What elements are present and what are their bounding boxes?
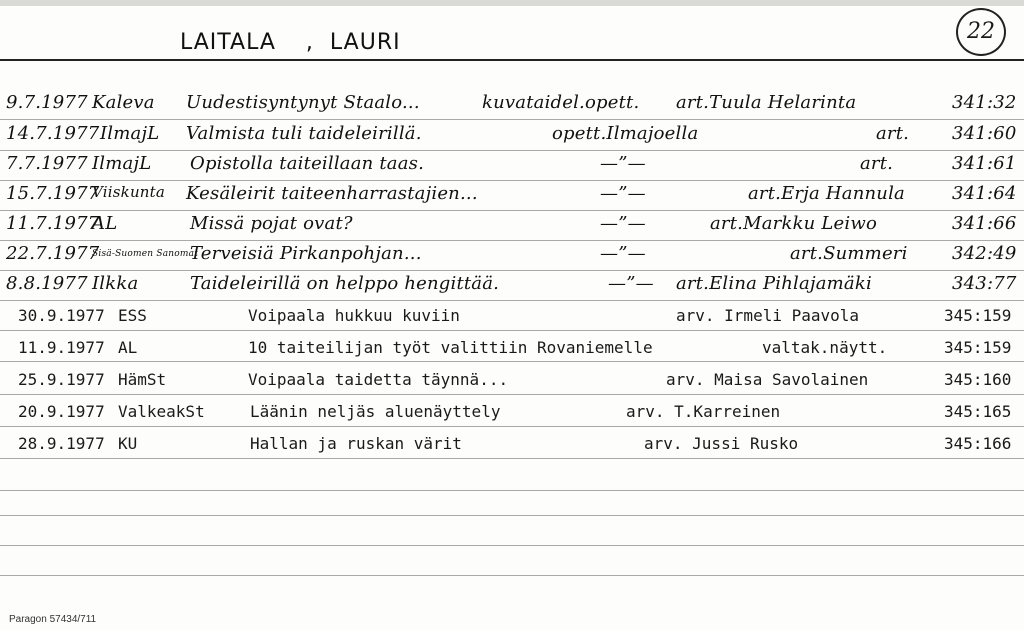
- entry-title: Hallan ja ruskan värit: [250, 434, 462, 453]
- ruled-line: [0, 545, 1024, 546]
- entry-title: Opistolla taiteillaan taas.: [190, 153, 425, 174]
- entry-author: art.Summeri: [790, 243, 908, 264]
- entry-source: ValkeakSt: [118, 402, 205, 421]
- entry-ref: 345:160: [944, 370, 1012, 389]
- entry-author: arv. T.Karreinen: [626, 402, 781, 421]
- entry-title: Kesäleirit taiteenharrastajien...: [186, 183, 478, 204]
- entry-date: 8.8.1977: [6, 273, 88, 294]
- entry-author: art.Markku Leiwo: [710, 213, 877, 234]
- card-entry-2: [0, 123, 1024, 153]
- heading-rule: [0, 59, 1024, 61]
- entry-date: 14.7.1977: [6, 123, 100, 144]
- entry-date: 22.7.1977: [6, 243, 100, 264]
- entry-source: Viiskunta: [92, 183, 166, 201]
- entry-source: ESS: [118, 306, 147, 325]
- entry-source: Kaleva: [92, 92, 155, 113]
- firstname: LAURI: [329, 30, 401, 55]
- entry-role: —”—: [600, 243, 646, 264]
- entry-source: Sisä-Suomen Sanomat: [92, 249, 199, 259]
- entry-role: —”—: [600, 183, 646, 204]
- card-number-circle: 22: [956, 8, 1006, 56]
- entry-source: Ilkka: [92, 273, 139, 294]
- card-top-edge: [0, 0, 1024, 6]
- entry-role: kuvataidel.opett.: [482, 92, 640, 113]
- entry-title: Terveisiä Pirkanpohjan...: [190, 243, 422, 264]
- entry-source: AL: [92, 213, 118, 234]
- entry-date: 20.9.1977: [18, 402, 105, 421]
- entry-ref: 341:61: [952, 153, 1017, 174]
- entry-ref: 343:77: [952, 273, 1017, 294]
- card-entry-5: [0, 213, 1024, 243]
- entry-title: Läänin neljäs aluenäyttely: [250, 402, 501, 421]
- entry-title: 10 taiteilijan työt valittiin Rovaniemelle: [248, 338, 653, 357]
- ruled-line: [0, 490, 1024, 491]
- entry-author: arv. Jussi Rusko: [644, 434, 799, 453]
- entry-ref: 341:32: [952, 92, 1017, 113]
- card-entry-3: [0, 153, 1024, 183]
- entry-source: KU: [118, 434, 138, 453]
- name-separator: ,: [305, 30, 314, 55]
- entry-role: opett.Ilmajoella: [552, 123, 699, 144]
- card-entry-6: [0, 243, 1024, 273]
- entry-ref: 341:64: [952, 183, 1017, 204]
- entry-ref: 345:159: [944, 306, 1012, 325]
- card-entry-7: [0, 273, 1024, 303]
- entry-title: Valmista tuli taideleirillä.: [186, 123, 422, 144]
- entry-author: valtak.näytt.: [762, 338, 888, 357]
- entry-date: 15.7.1977: [6, 183, 100, 204]
- entry-source: IlmajL: [92, 153, 152, 174]
- entry-author: art.Tuula Helarinta: [676, 92, 857, 113]
- entry-role: —”—: [600, 213, 646, 234]
- card-entry-1: [0, 92, 1024, 122]
- entry-date: 30.9.1977: [18, 306, 105, 325]
- entry-ref: 341:66: [952, 213, 1017, 234]
- entry-date: 28.9.1977: [18, 434, 105, 453]
- entry-role: —”—: [608, 273, 654, 294]
- entry-source: IlmajL: [100, 123, 160, 144]
- surname: LAITALA: [180, 30, 276, 55]
- entry-date: 11.9.1977: [18, 338, 105, 357]
- entry-title: Uudestisyntynyt Staalo...: [186, 92, 420, 113]
- entry-date: 11.7.1977: [6, 213, 100, 234]
- entry-source: AL: [118, 338, 138, 357]
- entry-ref: 345:166: [944, 434, 1012, 453]
- entry-source: HämSt: [118, 370, 167, 389]
- entry-author: art.Erja Hannula: [748, 183, 905, 204]
- entry-title: Voipaala taidetta täynnä...: [248, 370, 509, 389]
- entry-date: 9.7.1977: [6, 92, 88, 113]
- entry-date: 25.9.1977: [18, 370, 105, 389]
- entry-author: art.Elina Pihlajamäki: [676, 273, 872, 294]
- entry-role: —”—: [600, 153, 646, 174]
- card-heading: [180, 30, 401, 55]
- card-entry-4: [0, 183, 1024, 213]
- ruled-line: [0, 515, 1024, 516]
- card-entry-11: [0, 402, 1024, 432]
- entry-date: 7.7.1977: [6, 153, 88, 174]
- entry-author: arv. Irmeli Paavola: [676, 306, 860, 325]
- entry-title: Voipaala hukkuu kuviin: [248, 306, 460, 325]
- entry-author: arv. Maisa Savolainen: [666, 370, 869, 389]
- entry-author: art.: [876, 123, 910, 144]
- entry-ref: 342:49: [952, 243, 1017, 264]
- entry-ref: 345:159: [944, 338, 1012, 357]
- entry-ref: 341:60: [952, 123, 1017, 144]
- entry-title: Taideleirillä on helppo hengittää.: [190, 273, 500, 294]
- card-entry-10: [0, 370, 1024, 400]
- card-entry-8: [0, 306, 1024, 336]
- card-print-mark: Paragon 57434/711: [9, 614, 97, 625]
- entry-title: Missä pojat ovat?: [190, 213, 353, 234]
- entry-author: art.: [860, 153, 894, 174]
- ruled-line: [0, 575, 1024, 576]
- card-entry-9: [0, 338, 1024, 368]
- card-entry-12: [0, 434, 1024, 464]
- entry-ref: 345:165: [944, 402, 1012, 421]
